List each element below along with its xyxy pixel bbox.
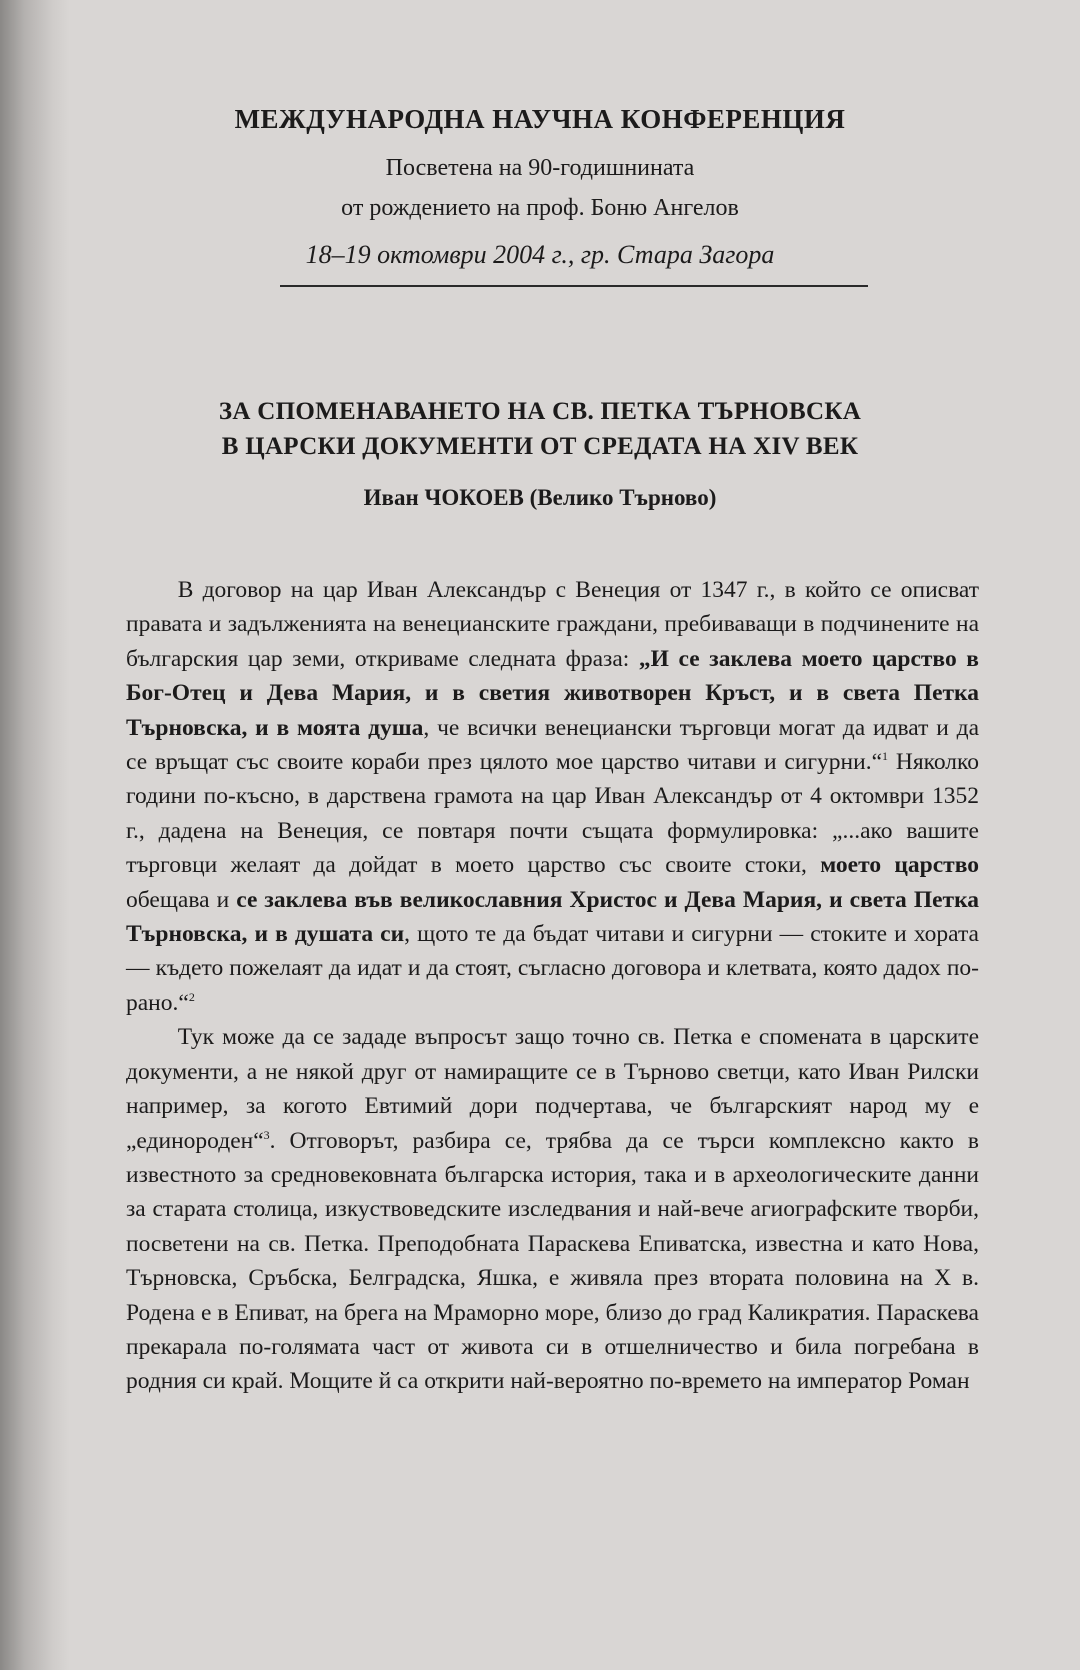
conference-title: МЕЖДУНАРОДНА НАУЧНА КОНФЕРЕНЦИЯ <box>234 104 846 134</box>
article-title-line2: В ЦАРСКИ ДОКУМЕНТИ ОТ СРЕДАТА НА XIV ВЕК <box>221 433 859 460</box>
paragraph-1-text-e: , щото те да бъдат читави и сигурни — стоките и хората — където пожелаят да идат и да стоят, съгласно договора и клетвата, която дадох по-рано.“ <box>126 921 979 1016</box>
paragraph-2-text-a: Тук може да се зададе въпросът защо точно св. Петка е спомената в царските документи, а не някой друг от намиращите се в Търново светци, като Иван Рилски например, за когото Евтимий дори подчертава, че българският народ му е „единороден“ <box>126 1024 979 1154</box>
paragraph-1-bold-b: моето царство <box>820 852 979 879</box>
conference-subtitle-line1: Посветена на 90-годишнината <box>385 155 695 181</box>
paragraph-1-bold-c: се заклева във великославния Христос и Дева Мария, и света Петка Търновска, и в душата си <box>126 886 980 948</box>
footnote-ref-3[interactable]: 3 <box>263 1127 270 1142</box>
footnote-ref-2[interactable]: 2 <box>188 990 195 1005</box>
paragraph-1-text-b: , че всички венециански търговци могат да идват и да се връщат със своите кораби през цялото мое царство читави и сигурни.“ <box>126 714 979 776</box>
conference-date-place: 18–19 октомври 2004 г., гр. Стара Загора <box>305 240 775 269</box>
header-divider <box>280 285 868 287</box>
footnote-ref-1[interactable]: 1 <box>882 749 888 764</box>
article-title-line1: ЗА СПОМЕНАВАНЕТО НА СВ. ПЕТКА ТЪРНОВСКА <box>218 398 862 425</box>
paragraph-1-bold-a: „И се заклева моето царство в Бог-Отец и Дева Мария, и в светия животворен Кръст, и в света Петка Търновска, и в моята душа <box>126 645 979 741</box>
paragraph-1-text-c: Няколко години по-късно, в дарствена грамота на цар Иван Александър от 4 октомври 1352 г., дадена на Венеция, се повтаря почти същата формулировка: „...ако вашите търговци желаят да дойдат в моето царство със своите стоки, <box>126 749 979 879</box>
paragraph-2-text-b: . Отговорът, разбира се, трябва да се търси комплексно както в известното за средновековната българска история, така и в археологическите данни за старата столица, изкуствоведските изследвания и най-вече агиографските творби, посветени на св. Петка. Преподобната Параскева Епиватска, известна и като Нова, Търновска, Сръбска, Белградска, Яшка, е живяла през втората половина на X в. Родена е в Епиват, на брега на Мраморно море, близо до град Каликратия. Параскева прекарала по-голямата част от живота си в отшелничество и била погребана в родния си край. Мощите й са открити най-вероятно по-времето на император Роман <box>126 1127 979 1395</box>
paragraph-1-text-d: обещава и <box>126 886 237 913</box>
article-author: Иван ЧОКОЕВ (Велико Търново) <box>363 485 717 510</box>
paragraph-2 <box>126 1020 979 1398</box>
article-body <box>126 573 979 1399</box>
paragraph-1-text-a: В договор на цар Иван Александър с Венеция от 1347 г., в който се описват правата и задълженията на венецианските граждани, пребиваващи в подчинените на българския цар земи, откриваме следната фраза: <box>126 577 979 672</box>
conference-subtitle-line2: от рождението на проф. Боню Ангелов <box>341 195 739 221</box>
paragraph-1 <box>126 573 979 1020</box>
